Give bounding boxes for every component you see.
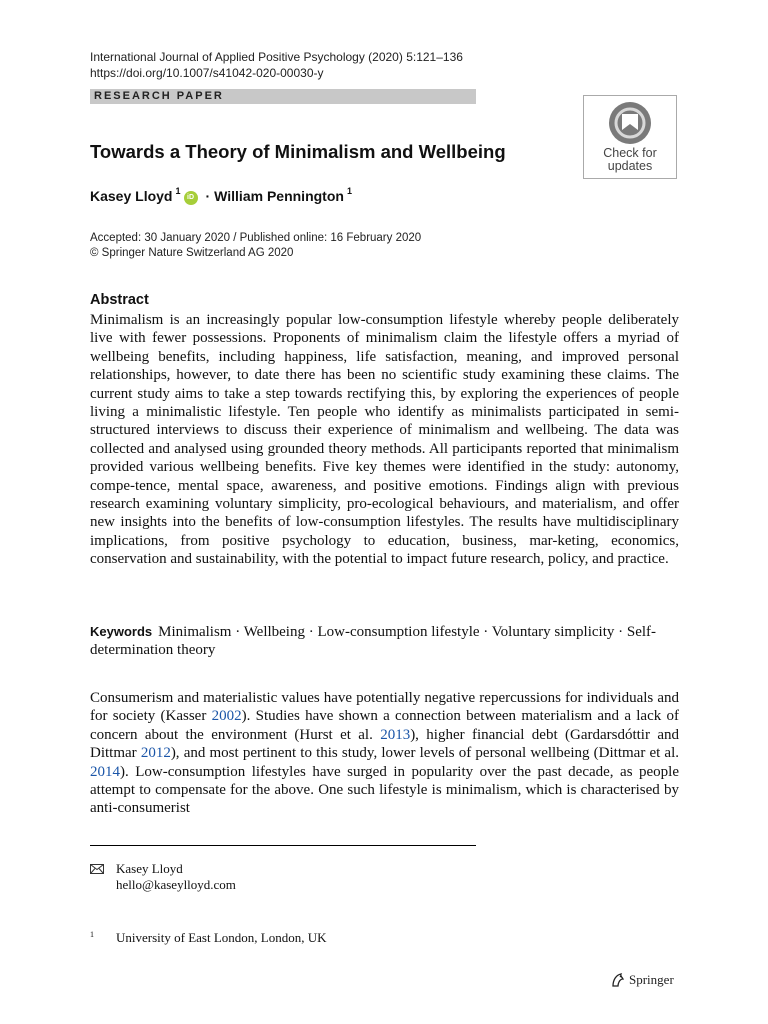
publisher-name: Springer [629,972,674,987]
intro-text-1: Consumerism and materialistic values have potentially negative repercussions for individuals and for society (Kasser [90,690,679,725]
intro-text-5: ). Low-consumption lifestyles have surged in popularity over the past decade, as people attempt to compensate for the above. One such lifestyle is minimalism, which is characterised by anti-consumerist [90,763,679,817]
journal-line: International Journal of Applied Positive Psychology (2020) 5:121–136 [90,50,463,64]
citation-link-hurst[interactable]: 2013 [380,726,411,743]
abstract-heading: Abstract [90,292,149,308]
affiliation-text: University of East London, London, UK [116,930,327,945]
intro-text-2: ). Studies have shown a connection between materialism and a lack of concern about the environment (Hurst et al. [90,708,680,743]
author-affiliation-marker-2: 1 [346,186,352,196]
check-for-updates-badge[interactable] [583,95,677,179]
publication-info [90,231,421,261]
abstract-body [90,311,679,569]
badge-line-1: Check for [603,146,657,160]
doi-link[interactable]: https://doi.org/10.1007/s41042-020-00030-y [90,66,324,80]
keywords-text: Minimalism · Wellbeing · Low-consumption lifestyle · Voluntary simplicity · Self-determination theory [90,624,657,659]
footnote-divider [90,845,476,846]
keywords-block [90,623,679,660]
publisher-logo [610,972,674,988]
springer-horse-icon [610,972,626,988]
author-affiliation-marker-1: 1 [175,186,181,196]
citation-link-dittmar[interactable]: 2014 [90,763,120,780]
check-for-updates-icon [606,100,654,146]
keywords-label: Keywords [90,624,153,639]
contact-name: Kasey Lloyd [116,861,183,876]
citation-link-kasser[interactable]: 2002 [211,708,242,725]
author-separator: · [205,188,211,204]
citation-link-gardarsdottir[interactable]: 2012 [140,745,171,762]
introduction-paragraph [90,689,679,818]
affiliation-marker: 1 [90,930,94,939]
intro-text-4: ), and most pertinent to this study, lower levels of personal wellbeing (Dittmar et al. [170,745,680,762]
publication-dates: Accepted: 30 January 2020 / Published online: 16 February 2020 [90,232,422,244]
author-list [90,188,352,205]
author-name-2[interactable]: William Pennington [214,188,344,204]
article-type-banner [90,89,476,104]
intro-text-3: ), higher financial debt (Gardarsdóttir and Dittmar [90,726,679,762]
author-name-1[interactable]: Kasey Lloyd [90,188,173,204]
journal-citation [90,49,463,81]
badge-line-2: updates [607,159,653,173]
abstract-text: Minimalism is an increasingly popular low-consumption lifestyle whereby people deliberately live with fewer possessions. Proponents of minimalism claim the lifestyle offers a myriad of wellbeing benefits, including happiness, life satisfaction, meaning, and improved personal relationships, however, to date there has been no scientific study examining these claims. The current study aims to take a step towards rectifying this, by exploring the experiences of people living a minimalistic lifestyle. Ten people who identify as minimalists participated in semi-structured interviews to discuss their experience of minimalism and wellbeing. The data was collected and analysed using grounded theory methods. All participants reported that minimalism provided various wellbeing benefits. Five key themes were identified in the study: autonomy, compe-tence, mental space, awareness, and positive emotions. Findings align with previous research examining voluntary simplicity, pro-ecological behaviours, and materialism, and offer new insights into the benefits of low-consumption lifestyles. The results have multidisciplinary implications, from positive psychology to education, business, mar-keting, economics, conservation and sustainability, with the potential to impact future research, policy, and practice. [90,312,679,568]
contact-email[interactable]: hello@kaseylloyd.com [116,877,236,892]
article-type-label: RESEARCH PAPER [94,90,224,102]
orcid-icon[interactable]: iD [184,191,198,205]
envelope-icon [90,864,104,874]
copyright-line: © Springer Nature Switzerland AG 2020 [90,247,294,259]
article-title: Towards a Theory of Minimalism and Wellbeing [90,141,506,162]
